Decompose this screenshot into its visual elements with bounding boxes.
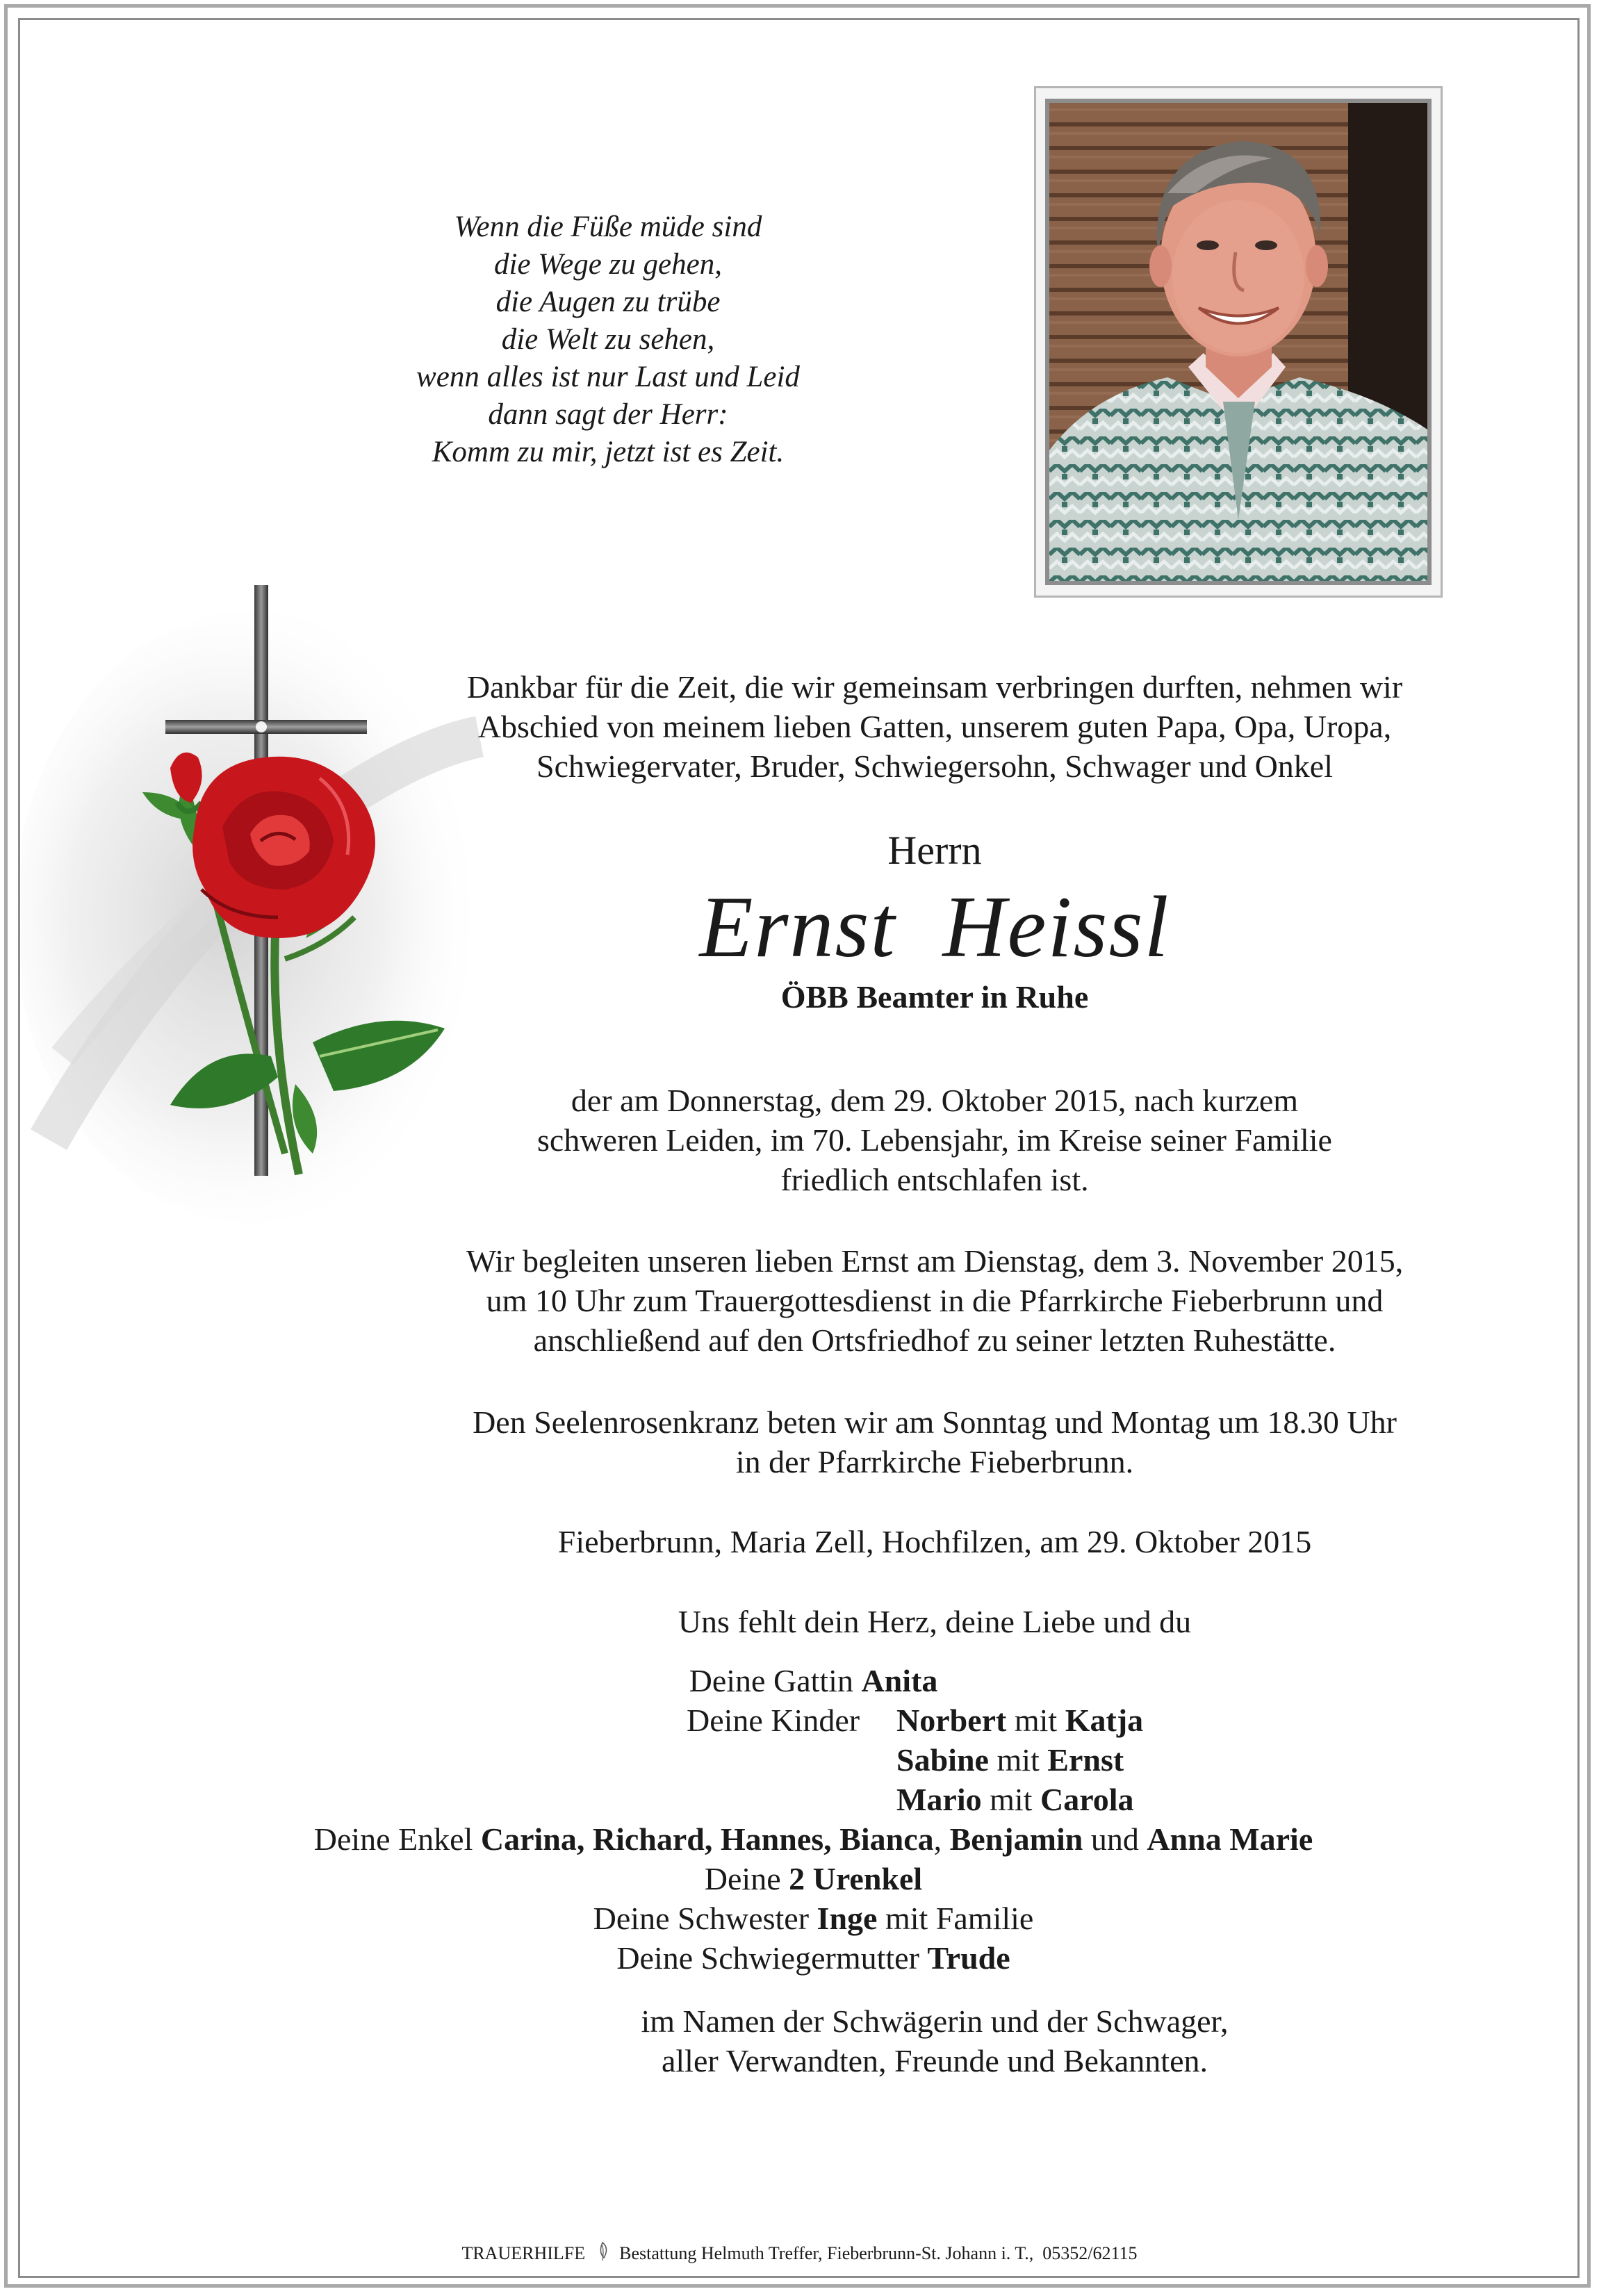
- family-label: mit Familie: [877, 1901, 1034, 1936]
- family-joiner: ,: [933, 1821, 950, 1857]
- family-label: Deine Enkel: [313, 1821, 481, 1857]
- poem-line: die Wege zu gehen,: [494, 248, 722, 281]
- funeral-line: anschließend auf den Ortsfriedhof zu seiner letzten Ruhestätte.: [533, 1322, 1336, 1358]
- family-name: Katja: [1065, 1703, 1144, 1738]
- family-sister: [0, 1899, 1599, 1938]
- intro-line: Schwiegervater, Bruder, Schwiegersohn, Schwager und Onkel: [536, 748, 1333, 784]
- family-child: [896, 1740, 1124, 1780]
- family-name: Inge: [817, 1901, 878, 1936]
- footer: [0, 2241, 1599, 2264]
- family-child: [896, 1700, 1143, 1740]
- deceased-name: Ernst Heissl: [699, 879, 1170, 976]
- family-joiner: mit: [981, 1782, 1040, 1817]
- family-name: Sabine: [896, 1742, 989, 1778]
- family-name: 2 Urenkel: [789, 1861, 923, 1896]
- family-wife: [0, 1661, 1599, 1700]
- poem-line: die Augen zu trübe: [495, 286, 721, 318]
- family-label: Deine Schwiegermutter: [616, 1940, 928, 1976]
- death-notice-line: der am Donnerstag, dem 29. Oktober 2015, nach kurzem: [571, 1083, 1299, 1118]
- family-child: [896, 1780, 1134, 1819]
- poem-line: dann sagt der Herr:: [488, 398, 728, 431]
- closing-line: aller Verwandten, Freunde und Bekannten.: [661, 2043, 1208, 2078]
- family-joiner: mit: [1006, 1703, 1065, 1738]
- closing-line: im Namen der Schwägerin und der Schwager,: [641, 2003, 1229, 2039]
- funeral-details: [361, 1241, 1508, 1360]
- footer-brand: TRAUERHILFE: [461, 2243, 586, 2263]
- family-name: Carola: [1040, 1782, 1134, 1817]
- family-label: Deine: [704, 1861, 789, 1896]
- footer-contact: Bestattung Helmuth Treffer, Fieberbrunn-St. Johann i. T., 05352/62115: [619, 2243, 1138, 2263]
- family-name: Trude: [927, 1940, 1010, 1976]
- poem: [334, 208, 883, 471]
- rosary-line: Den Seelenrosenkranz beten wir am Sonntag und Montag um 18.30 Uhr: [473, 1404, 1397, 1440]
- family-name: Benjamin: [949, 1821, 1083, 1857]
- family-name: Norbert: [896, 1703, 1007, 1738]
- family-label: Deine Schwester: [593, 1901, 817, 1936]
- family-great-grandchildren: [0, 1859, 1599, 1899]
- rosary-line: in der Pfarrkirche Fieberbrunn.: [735, 1444, 1134, 1479]
- portrait-photo: [1045, 99, 1432, 585]
- leaf-icon: [594, 2241, 611, 2262]
- death-notice-line: schweren Leiden, im 70. Lebensjahr, im Kreise seiner Familie: [537, 1122, 1332, 1158]
- death-notice: [361, 1081, 1508, 1199]
- family-name: Ernst: [1047, 1742, 1124, 1778]
- funeral-line: um 10 Uhr zum Trauergottesdienst in die Pfarrkirche Fieberbrunn und: [486, 1283, 1384, 1318]
- occupation: ÖBB Beamter in Ruhe: [780, 979, 1089, 1015]
- family-joiner: und: [1083, 1821, 1147, 1857]
- family-grandchildren: [0, 1819, 1599, 1859]
- intro-line: Dankbar für die Zeit, die wir gemeinsam verbringen durften, nehmen wir: [466, 669, 1403, 705]
- place-date-line: Fieberbrunn, Maria Zell, Hochfilzen, am 29. Oktober 2015: [557, 1524, 1312, 1559]
- family-joiner: mit: [988, 1742, 1048, 1778]
- salutation: Herrn: [887, 828, 982, 873]
- family-name: Mario: [896, 1782, 982, 1817]
- poem-line: Wenn die Füße müde sind: [454, 211, 762, 243]
- family-name: Anna Marie: [1147, 1821, 1313, 1857]
- rosary-details: [361, 1402, 1508, 1482]
- family-name: Anita: [861, 1663, 938, 1698]
- intro-text: [361, 667, 1508, 786]
- poem-line: Komm zu mir, jetzt ist es Zeit.: [432, 436, 785, 468]
- funeral-line: Wir begleiten unseren lieben Ernst am Dienstag, dem 3. November 2015,: [466, 1243, 1404, 1279]
- farewell-line: Uns fehlt dein Herz, deine Liebe und du: [678, 1604, 1192, 1639]
- family-children-label: Deine Kinder: [687, 1703, 860, 1738]
- family-label: Deine Gattin: [689, 1663, 862, 1698]
- family-mother-in-law: [0, 1938, 1599, 1978]
- closing-text: [361, 2001, 1508, 2081]
- poem-line: die Welt zu sehen,: [501, 323, 715, 356]
- death-notice-line: friedlich entschlafen ist.: [780, 1162, 1089, 1197]
- farewell: [361, 1602, 1508, 1641]
- intro-line: Abschied von meinem lieben Gatten, unserem guten Papa, Opa, Uropa,: [477, 709, 1392, 744]
- family-name: Carina, Richard, Hannes, Bianca: [480, 1821, 934, 1857]
- poem-line: wenn alles ist nur Last und Leid: [416, 361, 800, 393]
- place-date: [361, 1522, 1508, 1561]
